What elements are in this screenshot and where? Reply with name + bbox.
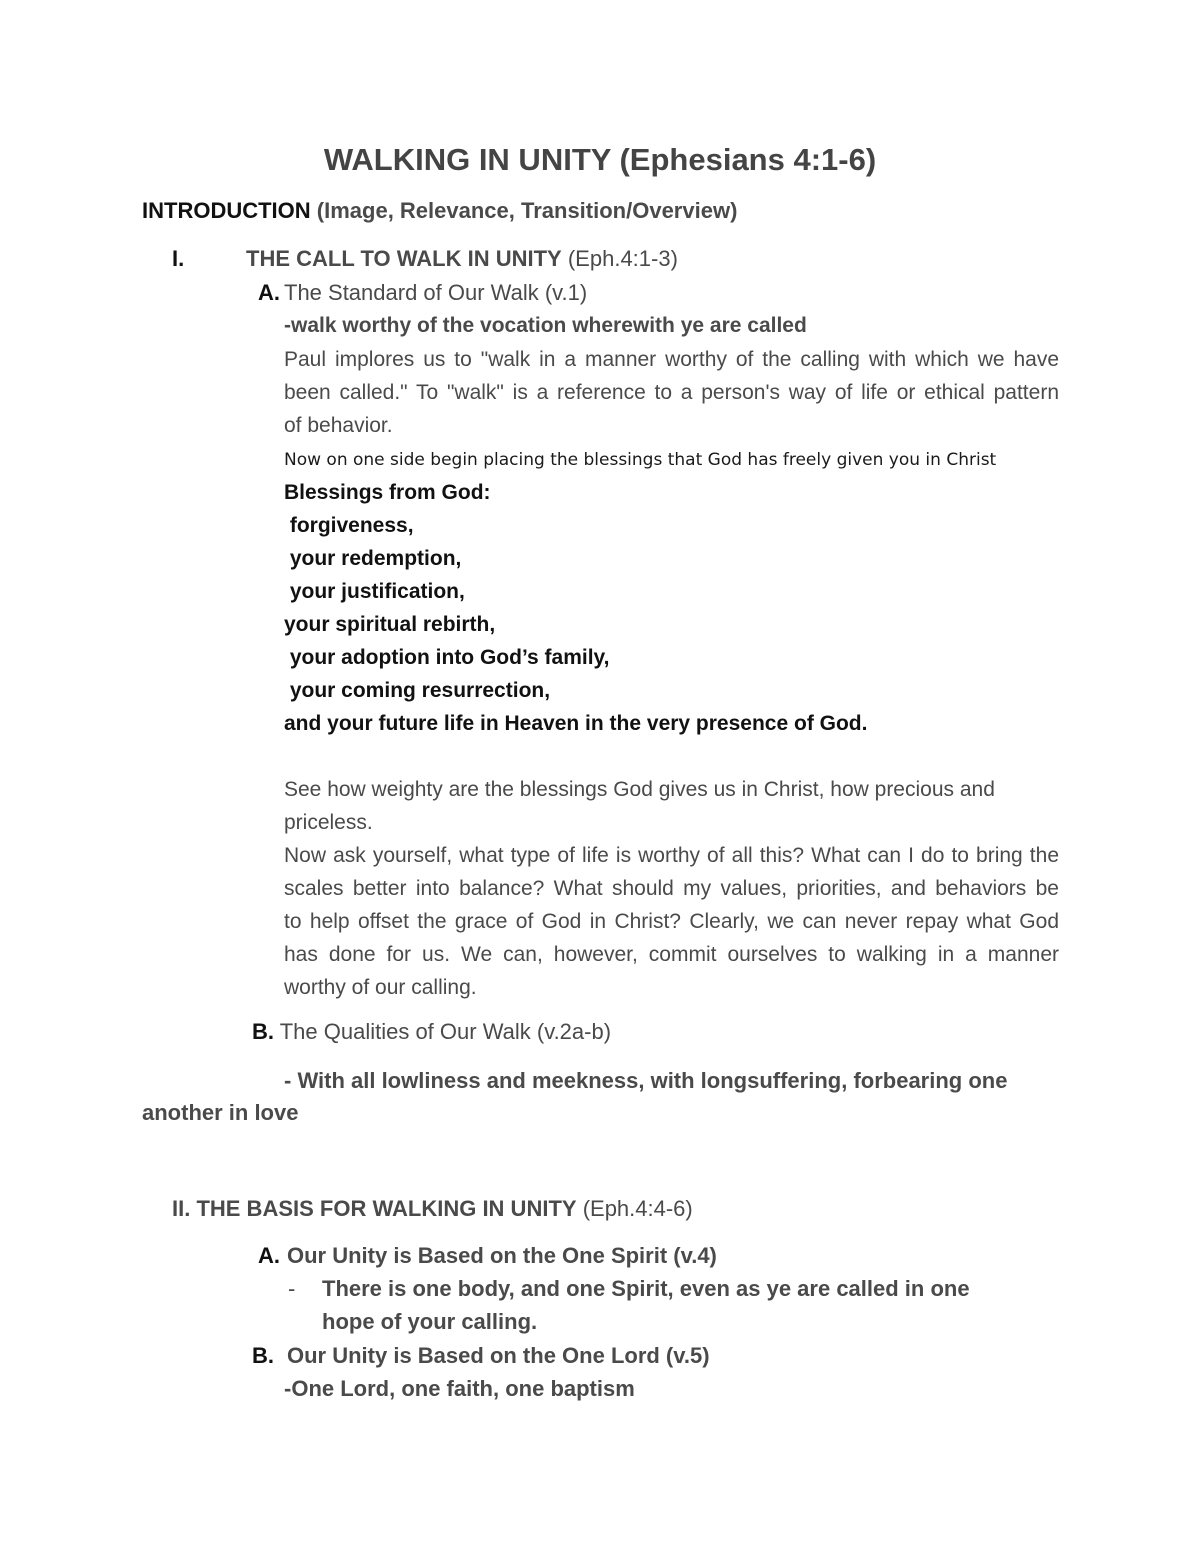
section-2-point-b-verse: -One Lord, one faith, one baptism — [284, 1376, 635, 1401]
para2-line-1: See how weighty are the blessings God gives us in Christ, how precious and — [284, 778, 995, 801]
section-2-point-a-verse-line-2: hope of your calling. — [322, 1309, 538, 1334]
para3-line-4: has done for us. We can, however, commit ourselves to walking in a manner — [284, 943, 1059, 966]
blessing-item: and your future life in Heaven in the very presence of God. — [284, 712, 868, 735]
para1-line-3: of behavior. — [284, 414, 393, 437]
blessing-item: your justification, — [284, 580, 465, 603]
blessing-item: your coming resurrection, — [284, 679, 551, 702]
para3-line-5: worthy of our calling. — [284, 976, 477, 999]
point-b-text: The Qualities of Our Walk (v.2a-b) — [279, 1019, 612, 1044]
para3-line-3: to help offset the grace of God in Christ? Clearly, we can never repay what God — [284, 910, 1059, 933]
section-1-numeral: I. — [172, 246, 185, 271]
introduction-line — [142, 197, 737, 225]
para1-line-2: been called." To "walk" is a reference to a person's way of life or ethical pattern — [284, 381, 1059, 404]
blessing-item: your redemption, — [284, 547, 462, 570]
para1-line-1: Paul implores us to "walk in a manner worthy of the calling with which we have — [284, 348, 1059, 371]
section-1-ref: (Eph.4:1-3) — [567, 246, 678, 271]
section-2-point-b-text: Our Unity is Based on the One Lord (v.5) — [287, 1343, 710, 1368]
section-2-point-b-letter: B. — [252, 1343, 274, 1368]
section-1-title: THE CALL TO WALK IN UNITY — [246, 246, 562, 271]
para3-line-1: Now ask yourself, what type of life is worthy of all this? What can I do to bring the — [284, 844, 1059, 867]
point-a-letter: A. — [258, 280, 280, 305]
blessing-item: your adoption into God’s family, — [284, 646, 610, 669]
blessings-note: Now on one side begin placing the blessings that God has freely given you in Christ — [284, 450, 997, 470]
section-2-ref: (Eph.4:4-6) — [582, 1196, 693, 1221]
section-2-title: II. THE BASIS FOR WALKING IN UNITY — [172, 1196, 577, 1221]
point-b-line — [252, 1018, 611, 1046]
section-2-point-a-letter: A. — [258, 1243, 280, 1268]
point-b-verse-line-1: - With all lowliness and meekness, with longsuffering, forbearing one — [284, 1068, 1008, 1093]
blessing-item: forgiveness, — [284, 514, 414, 537]
point-a-verse: -walk worthy of the vocation wherewith ye are called — [284, 314, 807, 337]
section-2-heading — [172, 1195, 693, 1223]
blessings-heading: Blessings from God: — [284, 481, 491, 504]
page-title: WALKING IN UNITY (Ephesians 4:1-6) — [323, 142, 877, 177]
section-1-heading — [246, 245, 678, 273]
introduction-detail: (Image, Relevance, Transition/Overview) — [316, 198, 738, 223]
para3-line-2: scales better into balance? What should my values, priorities, and behaviors be — [284, 877, 1059, 900]
introduction-label: INTRODUCTION — [142, 198, 311, 223]
point-b-letter: B. — [252, 1019, 274, 1044]
section-2-point-a-text: Our Unity is Based on the One Spirit (v.4) — [287, 1243, 717, 1268]
point-b-verse-line-2: another in love — [142, 1100, 299, 1125]
blessing-item: your spiritual rebirth, — [284, 613, 496, 636]
para2-line-2: priceless. — [284, 811, 373, 834]
point-a-text: The Standard of Our Walk (v.1) — [284, 280, 588, 305]
section-2-point-a-verse-line-1: There is one body, and one Spirit, even as ye are called in one — [322, 1276, 970, 1301]
section-2-point-a-dash: - — [288, 1276, 296, 1301]
